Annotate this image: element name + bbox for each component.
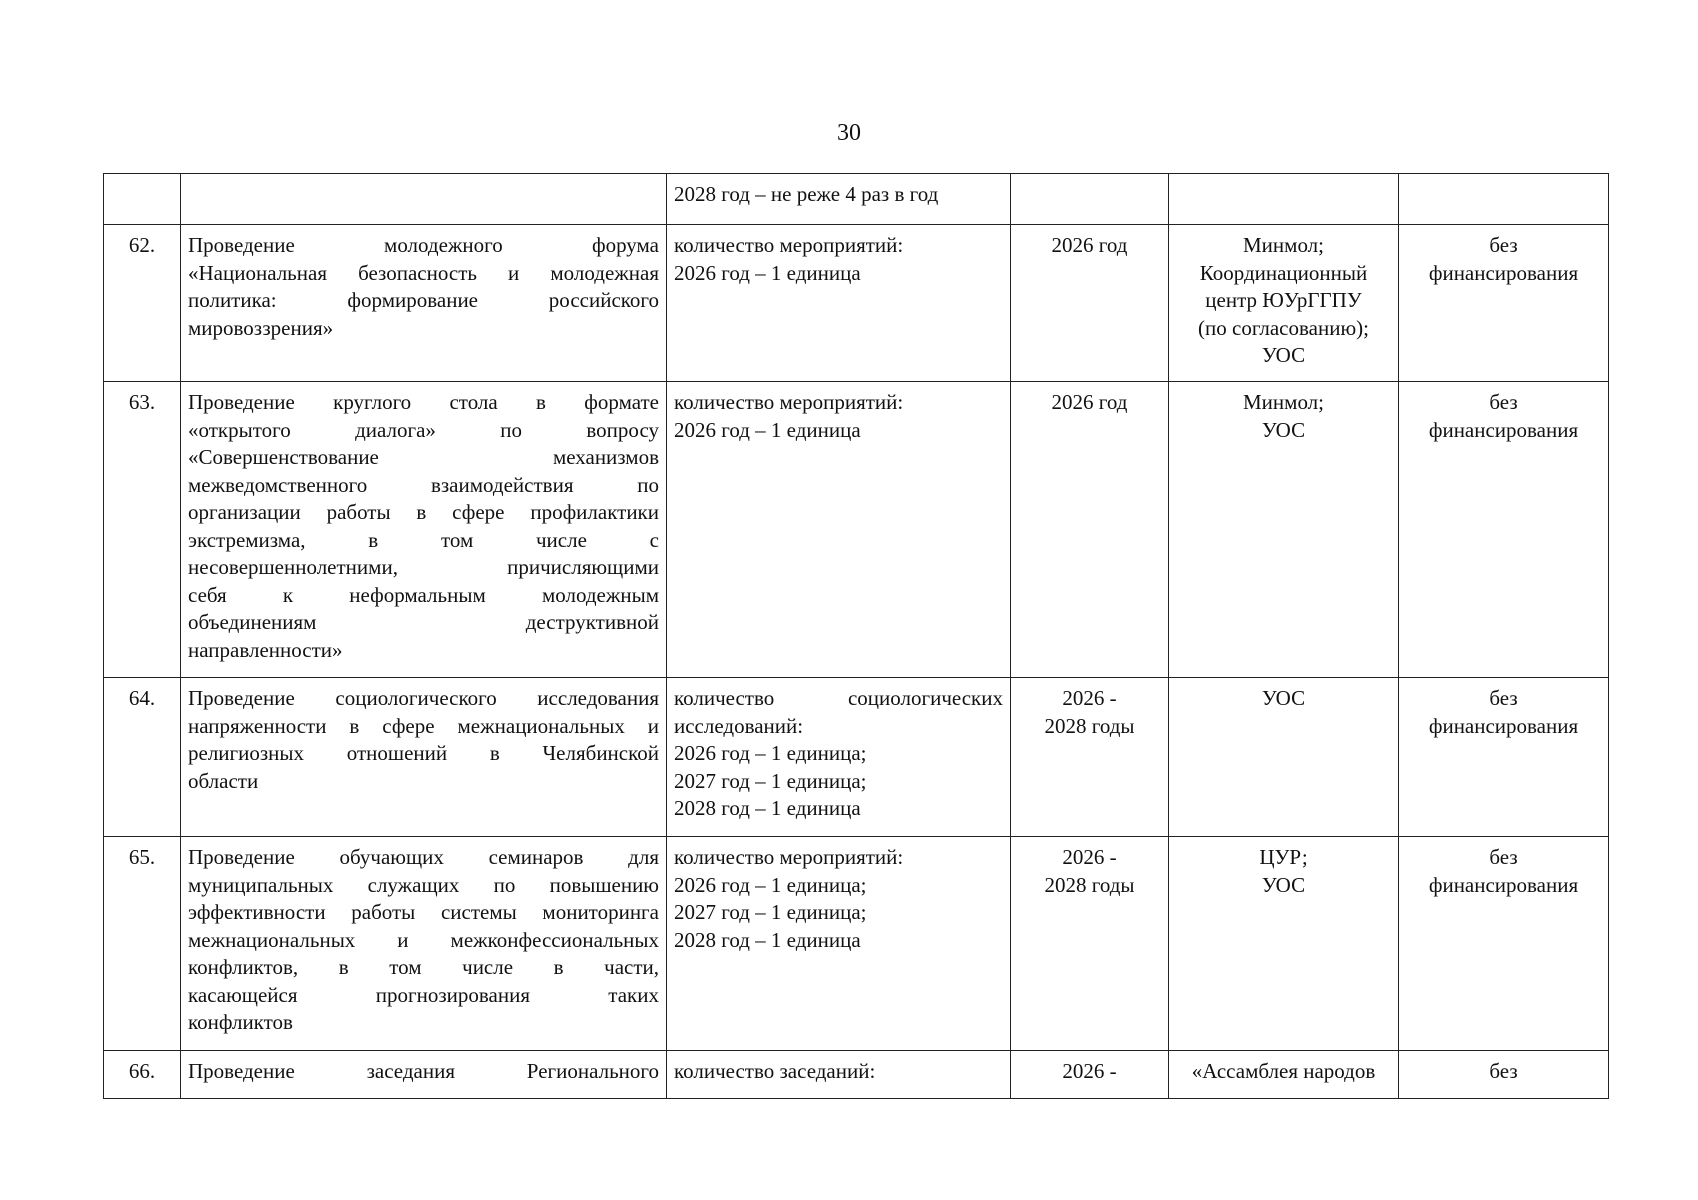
executor-line: УОС [1261, 417, 1306, 442]
name-line: организации работы в сфере профилактики [188, 500, 659, 524]
name-line: объединениям деструктивной [188, 610, 659, 634]
name-line: конфликтов, в том числе в части, [188, 955, 659, 979]
indicator-line: 2026 год – 1 единица; [674, 872, 867, 897]
name-line: области [188, 768, 259, 793]
table-row [104, 382, 1609, 678]
table-row-continuation [104, 174, 1609, 225]
name-line: Проведение заседания Регионального [188, 1059, 659, 1083]
executor-line: «Ассамблея народов [1191, 1059, 1376, 1083]
name-line: Проведение круглого стола в формате [188, 390, 659, 414]
indicator-line: 2028 год – 1 единица [674, 927, 861, 952]
cell-event-name [181, 225, 667, 382]
executor-line: УОС [1261, 343, 1306, 367]
financing-line: без [1489, 845, 1518, 869]
name-line: экстремизма, в том числе с [188, 527, 659, 552]
cell-term [1011, 174, 1169, 225]
cell-executor [1169, 837, 1399, 1051]
cell-number: 62. [104, 225, 181, 382]
table-row [104, 225, 1609, 382]
action-plan-table [103, 173, 1609, 1099]
executor-line: центр ЮУрГГПУ [1205, 288, 1362, 312]
name-line: касающейся прогнозирования таких [188, 982, 659, 1007]
term-line: 2026 - [1062, 686, 1117, 710]
name-line: напряженности в сфере межнациональных и [188, 713, 659, 738]
name-line: направленности» [188, 637, 343, 662]
cell-number: 63. [104, 382, 181, 678]
indicator-line: количество социологических [674, 686, 1003, 710]
name-line: несовершеннолетними, причисляющими [188, 555, 659, 579]
cell-event-name [181, 678, 667, 837]
indicator-line: 2026 год – 1 единица [674, 417, 861, 442]
cell-indicator [667, 837, 1011, 1051]
term-line: 2026 год [1051, 390, 1128, 414]
term-line: 2026 - [1062, 845, 1117, 869]
cell-financing [1399, 382, 1609, 678]
cell-term [1011, 225, 1169, 382]
cell-event-name [181, 382, 667, 678]
executor-line: (по согласованию); [1198, 315, 1369, 340]
indicator-line: 2027 год – 1 единица; [674, 900, 867, 924]
financing-line: без [1489, 233, 1518, 257]
executor-line: Координационный [1199, 260, 1368, 285]
name-line: религиозных отношений в Челябинской [188, 741, 659, 765]
cell-indicator [667, 1051, 1011, 1099]
indicator-line: количество мероприятий: [674, 233, 904, 257]
name-line: «Совершенствование механизмов [188, 445, 659, 469]
name-line: Проведение обучающих семинаров для [188, 845, 659, 869]
page-number: 30 [837, 120, 861, 146]
name-line: себя к неформальным молодежным [188, 582, 659, 607]
executor-line: ЦУР; [1259, 845, 1308, 869]
name-line: эффективности работы системы мониторинга [188, 900, 659, 924]
indicator-line: 2028 год – 1 единица [674, 796, 861, 820]
table-row [104, 837, 1609, 1051]
executor-line: Минмол; [1243, 233, 1324, 257]
cell-term [1011, 1051, 1169, 1099]
name-line: «Национальная безопасность и молодежная [188, 260, 659, 285]
financing-line: финансирования [1428, 872, 1579, 897]
cell-financing [1399, 1051, 1609, 1099]
executor-line: УОС [1261, 686, 1306, 710]
indicator-line: количество заседаний: [674, 1059, 876, 1083]
name-line: конфликтов [188, 1010, 293, 1034]
cell-number [104, 174, 181, 225]
name-line: Проведение социологического исследования [188, 686, 659, 710]
financing-line: финансирования [1428, 417, 1579, 442]
cell-event-name [181, 837, 667, 1051]
cell-number: 64. [104, 678, 181, 837]
cell-financing [1399, 837, 1609, 1051]
financing-line: без [1489, 686, 1518, 710]
cell-executor [1169, 382, 1399, 678]
cell-term [1011, 382, 1169, 678]
name-line: муниципальных служащих по повышению [188, 872, 659, 897]
cell-indicator [667, 225, 1011, 382]
cell-term [1011, 678, 1169, 837]
table-row [104, 678, 1609, 837]
indicator-line: 2026 год – 1 единица; [674, 741, 867, 765]
indicator-line: 2027 год – 1 единица; [674, 768, 867, 793]
cell-event-name [181, 174, 667, 225]
indicator-line: количество мероприятий: [674, 845, 904, 869]
cell-event-name [181, 1051, 667, 1099]
financing-line: финансирования [1428, 260, 1579, 285]
term-line: 2028 годы [1044, 872, 1135, 897]
cell-financing [1399, 174, 1609, 225]
executor-line: Минмол; [1243, 390, 1324, 414]
cell-executor [1169, 678, 1399, 837]
financing-line: без [1489, 390, 1518, 414]
cell-indicator [667, 174, 1011, 225]
term-line: 2026 - [1062, 1059, 1117, 1083]
cell-indicator [667, 382, 1011, 678]
table-row [104, 1051, 1609, 1099]
cell-indicator [667, 678, 1011, 837]
indicator-line: количество мероприятий: [674, 390, 904, 414]
name-line: мировоззрения» [188, 315, 334, 340]
financing-line: без [1489, 1059, 1518, 1083]
cell-number: 65. [104, 837, 181, 1051]
cell-executor [1169, 1051, 1399, 1099]
name-line: межведомственного взаимодействия по [188, 472, 659, 497]
indicator-line: исследований: [674, 713, 804, 738]
indicator-line: 2028 год – не реже 4 раз в год [674, 182, 939, 206]
cell-executor [1169, 225, 1399, 382]
executor-line: УОС [1261, 872, 1306, 897]
financing-line: финансирования [1428, 713, 1579, 738]
term-line: 2028 годы [1044, 713, 1135, 738]
name-line: межнациональных и межконфессиональных [188, 927, 659, 952]
cell-number: 66. [104, 1051, 181, 1099]
cell-financing [1399, 225, 1609, 382]
cell-term [1011, 837, 1169, 1051]
cell-executor [1169, 174, 1399, 225]
name-line: политика: формирование российского [188, 288, 659, 312]
indicator-line: 2026 год – 1 единица [674, 260, 861, 285]
cell-financing [1399, 678, 1609, 837]
name-line: Проведение молодежного форума [188, 233, 659, 257]
term-line: 2026 год [1051, 233, 1128, 257]
name-line: «открытого диалога» по вопросу [188, 417, 659, 442]
